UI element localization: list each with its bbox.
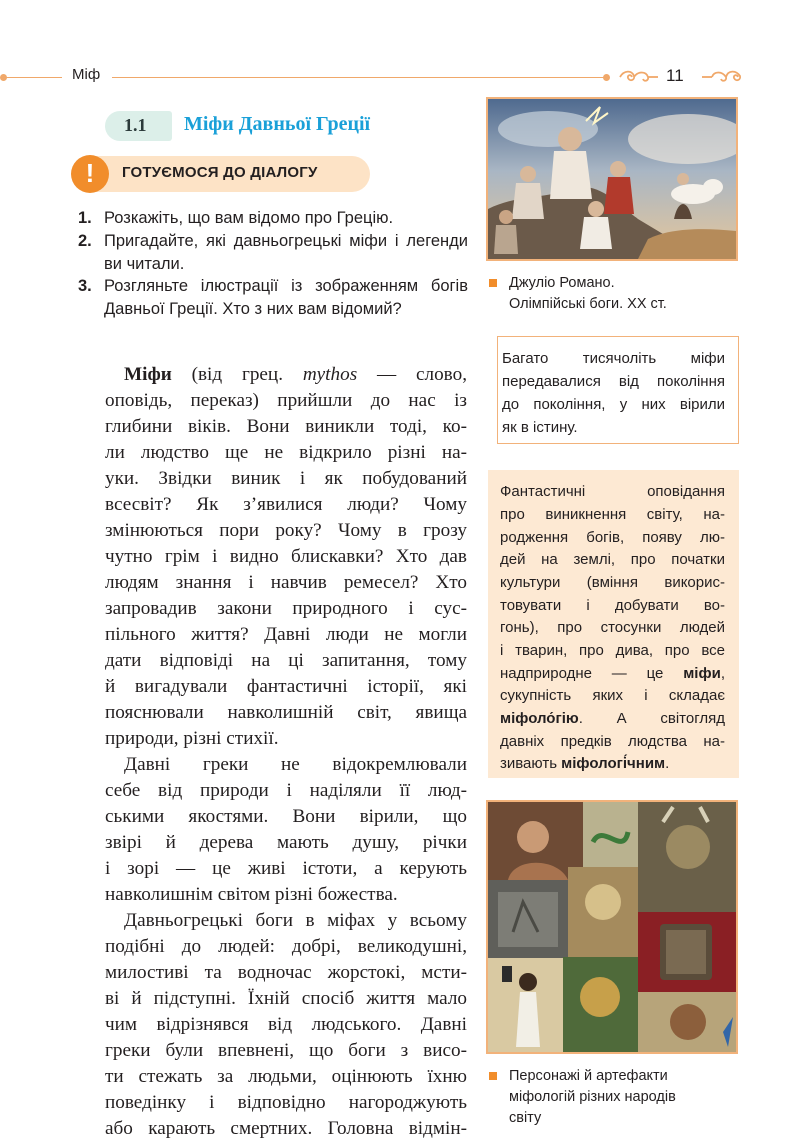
question-text: Розкажіть, що вам відомо про Грецію. xyxy=(104,209,394,227)
definition-line: і тварин, про дива, про все xyxy=(500,642,725,659)
body-line: запровадив закони природного і сус- xyxy=(105,598,467,619)
page-number: 11 xyxy=(666,66,684,85)
greek-word: mythos xyxy=(302,364,358,385)
body-line: чим відрізнявся від людського. Давні xyxy=(105,1014,467,1035)
header-rule-dot-right xyxy=(603,74,610,81)
figure1-caption-line: Олімпійські боги. XX ст. xyxy=(509,296,667,312)
note-box-line: як в істину. xyxy=(502,419,578,436)
body-line: Давні греки не відокремлювали xyxy=(124,754,467,775)
term-mythology: міфоло́гію xyxy=(500,710,579,727)
figure2-caption-line: міфологій різних народів xyxy=(509,1089,676,1105)
definition-line: зивають міфологі́чним. xyxy=(500,755,670,772)
body-line: й вигадували фантастичні історії, які xyxy=(105,676,467,697)
section-title: Міфи Давньої Греції xyxy=(184,113,371,135)
swirl-ornament-left-icon xyxy=(618,69,660,85)
body-line: навколишнім світом різні божества. xyxy=(105,884,398,905)
figure1-caption-line: Джуліо Романо. xyxy=(509,275,615,291)
body-line: людям знання і навчив ремесел? Хто xyxy=(105,572,467,593)
body-line: всесвіт? Як з’явилися люди? Чому xyxy=(105,494,467,515)
swirl-ornament-right-icon xyxy=(700,69,742,85)
body-line: ві й підступні. Їхній спосіб життя мало xyxy=(105,988,467,1009)
definition-line: Фантастичні оповідання xyxy=(500,483,725,500)
definition-line: надприродне — це міфи, xyxy=(500,665,725,682)
dialogue-banner-label: ГОТУЄМОСЯ ДО ДІАЛОГУ xyxy=(122,164,318,181)
header-rule-left xyxy=(4,77,62,78)
body-line: ти стежать за людьми, оцінюють їхню xyxy=(105,1066,467,1087)
body-line: глибини віків. Вони виникли тоді, ко- xyxy=(105,416,467,437)
body-line: природи, різні стихії. xyxy=(105,728,279,749)
term-mythological: міфологі́чним xyxy=(561,755,666,772)
mythology-collage-illustration xyxy=(488,802,736,1052)
question-item xyxy=(78,230,468,275)
body-line: пільного життя? Давні люди не могли xyxy=(105,624,467,645)
olympian-gods-illustration xyxy=(488,99,736,259)
definition-line: культури (вміння викорис- xyxy=(500,574,725,591)
mythology-collage xyxy=(486,800,738,1054)
body-line: оповідь, переказ) прийшли до нас із xyxy=(105,390,467,411)
definition-line: сукупність яких і складає xyxy=(500,687,725,704)
caption-marker-icon xyxy=(489,279,497,287)
note-box-line: Багато тисячоліть міфи xyxy=(502,350,725,367)
question-text: Пригадайте, які давньогрецькі міфи і легенди ви читали. xyxy=(104,232,468,273)
body-line: Міфи (від грец. mythos — слово, xyxy=(124,364,467,385)
question-number: 1. xyxy=(78,209,92,227)
body-line: милостиві та водночас жорстокі, мсти- xyxy=(105,962,467,983)
exclamation-icon: ! xyxy=(71,155,109,193)
note-box-line: передавалися від покоління xyxy=(502,373,725,390)
definition-line: дей на землі, про початки xyxy=(500,551,725,568)
body-line: змінюються пори року? Чому в грозу xyxy=(105,520,467,541)
term-myths: Міфи xyxy=(124,364,172,385)
question-item xyxy=(78,275,468,320)
body-line: ськими якостями. Вони вірили, що xyxy=(105,806,467,827)
section-number: 1.1 xyxy=(124,115,147,135)
definition-line: міфоло́гію. А світогляд xyxy=(500,710,725,727)
figure2-caption-line: світу xyxy=(509,1110,542,1126)
figure2-caption-line: Персонажі й артефакти xyxy=(509,1068,668,1084)
body-line: себе від природи і наділяли її люд- xyxy=(105,780,467,801)
running-header-title: Міф xyxy=(72,66,101,83)
caption-marker-icon xyxy=(489,1072,497,1080)
question-item xyxy=(78,207,468,230)
body-line: звірі й дерева мають душу, річки xyxy=(105,832,467,853)
note-box-line: до покоління, у них вірили xyxy=(502,396,725,413)
definition-line: давніх предків людства на- xyxy=(500,733,725,750)
body-line: пояснювали навколишній світ, явища xyxy=(105,702,467,723)
definition-line: про виникнення світу, на- xyxy=(500,506,725,523)
definition-line: гонь), про стосунки людей xyxy=(500,619,725,636)
definition-line: родження богів, появу лю- xyxy=(500,529,725,546)
body-line: чутно грім і видно блискавки? Хто дав xyxy=(105,546,467,567)
question-number: 3. xyxy=(78,277,92,295)
body-line: подібні до людей: добрі, великодушні, xyxy=(105,936,467,957)
olympian-gods-painting xyxy=(486,97,738,261)
body-line: дати відповіді на ці запитання, тому xyxy=(105,650,467,671)
body-line: і зорі — це живі істоти, а керують xyxy=(105,858,467,879)
body-line: або карають смертних. Головна відмін- xyxy=(105,1118,467,1139)
body-line: уки. Звідки виник і як побудований xyxy=(105,468,467,489)
question-number: 2. xyxy=(78,232,92,250)
term-myths-bold: міфи xyxy=(683,665,721,682)
body-line: греки були впевнені, що боги з висо- xyxy=(105,1040,467,1061)
definition-line: товувати і добувати во- xyxy=(500,597,725,614)
body-line: ли людство ще не відкрило різні на- xyxy=(105,442,467,463)
header-rule-main xyxy=(112,77,604,78)
body-line: Давньогрецькі боги в міфах у всьому xyxy=(124,910,467,931)
question-text: Розгляньте ілюстрації із зображенням богів Давньої Греції. Хто з них вам відомий? xyxy=(104,277,468,318)
body-line: поведінку і відповідно нагороджують xyxy=(105,1092,467,1113)
